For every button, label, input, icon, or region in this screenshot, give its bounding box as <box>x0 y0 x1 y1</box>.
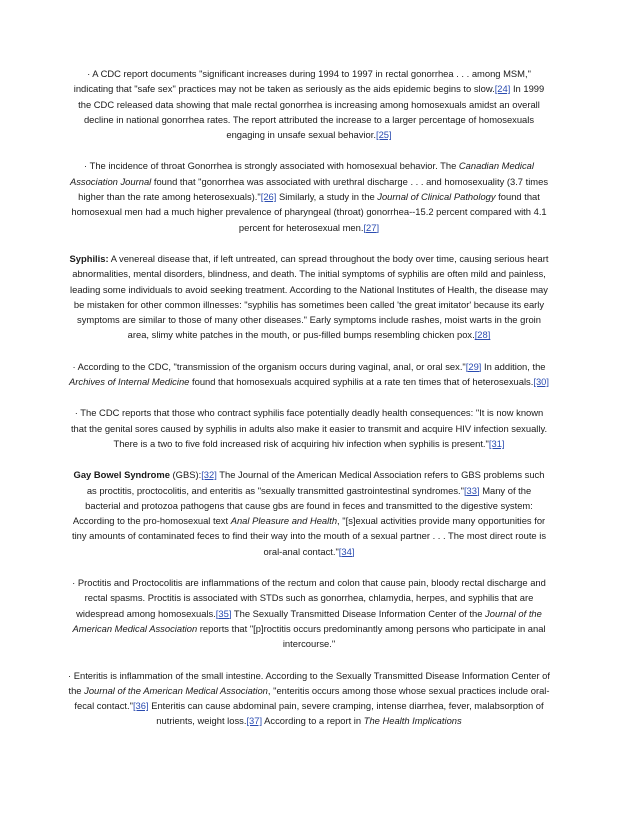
paragraph <box>68 158 550 234</box>
italic-title: Journal of Clinical Pathology <box>377 191 496 203</box>
text-run: , "enteritis occurs among those whose sexual practices include oral-fecal contact." <box>74 684 550 712</box>
citation-link[interactable]: [34] <box>338 545 355 557</box>
bold-term: Gay Bowel Syndrome <box>73 469 170 481</box>
bold-term: Syphilis: <box>69 252 109 264</box>
text-run: · Enteritis is inflammation of the small intestine. According to the Sexually Transmitted Disease Information Center of the <box>68 669 550 696</box>
citation-link[interactable]: [35] <box>215 607 232 619</box>
citation-link[interactable]: [33] <box>463 484 480 496</box>
citation-link[interactable]: [29] <box>465 360 482 372</box>
text-run: found that "gonorrhea was associated with urethral discharge . . . and homosexuality (3.7 times higher than the rate among heterosexuals)." <box>78 175 549 203</box>
text-run: · According to the CDC, "transmission of the organism occurs during vaginal, anal, or oral sex." <box>72 360 466 372</box>
italic-title: Archives of Internal Medicine <box>69 376 190 388</box>
paragraph <box>68 405 550 451</box>
text-run: The Sexually Transmitted Disease Information Center of the <box>231 607 486 619</box>
citation-link[interactable]: [24] <box>494 83 511 95</box>
paragraph <box>68 668 550 729</box>
text-run: According to a report in <box>262 715 364 727</box>
text-run: found that homosexual men had a much higher prevalence of pharyngeal (throat) gonorrhea--15.2 percent compared with 4.1 percent for heterosexual men. <box>71 191 547 233</box>
text-run: · Proctitis and Proctocolitis are inflammations of the rectum and colon that cause pain, bloody rectal discharge and rectal spasms. Proctitis is associated with STDs such as gonorrhea, chlamydia, herpes, and syphilis that are widespread among homosexuals. <box>72 577 546 619</box>
text-run: In addition, the <box>481 360 546 372</box>
text-run: Similarly, a study in the <box>276 191 378 203</box>
citation-link[interactable]: [26] <box>260 191 277 203</box>
paragraph <box>68 66 550 142</box>
text-run: , "[s]exual activities provide many opportunities for tiny amounts of contaminated feces to find their way into the mouth of a sexual partner . . . The most direct route is oral-anal contact." <box>71 515 547 557</box>
italic-title: The Health Implications <box>363 715 462 727</box>
text-run: (GBS): <box>169 469 202 481</box>
text-run: Many of the bacterial and protozoa pathogens that cause gbs are found in feces and transmitted to the digestive system: According to the pro-homosexual text <box>72 484 533 527</box>
paragraph <box>68 467 550 559</box>
text-run: found that homosexuals acquired syphilis at a rate ten times that of heterosexuals. <box>189 376 534 388</box>
document-page <box>68 66 550 745</box>
italic-title: Journal of the American Medical Association <box>72 607 542 634</box>
text-run: · The incidence of throat Gonorrhea is strongly associated with homosexual behavior. The <box>84 160 459 172</box>
text-run: reports that "[p]roctitis occurs predominantly among persons who participate in anal intercourse." <box>197 622 546 650</box>
citation-link[interactable]: [25] <box>375 129 392 141</box>
citation-link[interactable]: [32] <box>201 469 217 481</box>
citation-link[interactable]: [36] <box>132 700 149 712</box>
paragraph <box>68 251 550 343</box>
italic-title: Journal of the American Medical Association <box>84 684 268 696</box>
text-run: A venereal disease that, if left untreated, can spread throughout the body over time, causing serious heart abnormalities, mental disorders, blindness, and death. The initial symptoms of syphilis are often mild and painless, leading some individuals to avoid seeking treatment. According to the National Institutes of Health, the disease may be mistaken for other common illnesses: "syphilis has sometimes been called 'the great imitator' because its early symptoms are similar to those of many other diseases." Early symptoms include rashes, moist warts in the groin area, slimy white patches in the mouth, or pus-filled bumps resembling chicken pox. <box>70 252 549 341</box>
citation-link[interactable]: [37] <box>246 715 263 727</box>
citation-link[interactable]: [30] <box>533 376 549 388</box>
citation-link[interactable]: [31] <box>488 437 505 449</box>
paragraph <box>68 575 550 651</box>
paragraph <box>68 359 550 390</box>
text-run: In 1999 the CDC released data showing that male rectal gonorrhea is increasing among homosexuals amidst an overall decline in national gonorrhea rates. The report attributed the increase to a larger percentage of homosexuals engaging in unsafe sexual behavior. <box>78 83 545 141</box>
citation-link[interactable]: [27] <box>363 221 380 233</box>
text-run: The Journal of the American Medical Association refers to GBS problems such as proctitis, proctocolitis, and enteritis as "sexually transmitted gastrointestinal syndromes." <box>86 469 545 496</box>
text-run: · The CDC reports that those who contract syphilis face potentially deadly health consequences: "It is now known that the genital sores caused by syphilis in adults also make it easier to transmit and acquire HIV infection sexually. There is a two to five fold increased risk of acquiring hiv infection when syphilis is present." <box>70 407 548 449</box>
text-run: Enteritis can cause abdominal pain, severe cramping, intense diarrhea, fever, malabsorption of nutrients, weight loss. <box>148 700 544 727</box>
italic-title: Canadian Medical Association Journal <box>69 160 534 187</box>
text-run: · A CDC report documents "significant increases during 1994 to 1997 in rectal gonorrhea . . . among MSM," indicating that "safe sex" practices may not be taken as seriously as the aids epidemic begins to slow. <box>73 68 531 95</box>
italic-title: Anal Pleasure and Health <box>230 515 338 527</box>
citation-link[interactable]: [28] <box>474 329 491 341</box>
